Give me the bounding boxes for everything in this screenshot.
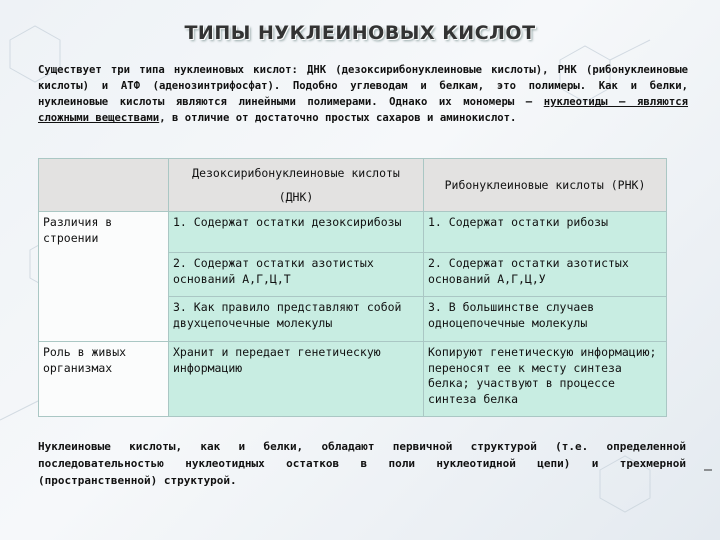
cell-rna-structure-2: 2. Содержат остатки азотистых оснований А,Г,Ц,У: [424, 253, 667, 297]
table-row: [39, 212, 667, 253]
cell-dna-structure-1: 1. Содержат остатки дезоксирибозы: [169, 212, 424, 253]
cell-dna-structure-2: 2. Содержат остатки азотистых оснований А,Г,Ц,Т: [169, 253, 424, 297]
cell-rna-role: Копируют генетическую информацию; переносят ее к месту синтеза белка; участвуют в процессе синтеза белка: [424, 342, 667, 417]
cell-dna-role: Хранит и передает генетическую информацию: [169, 342, 424, 417]
comparison-table: [38, 158, 667, 417]
cell-rna-structure-3: 3. В большинстве случаев одноцепочечные молекулы: [424, 297, 667, 342]
intro-text-start: Существует три типа нуклеиновых кислот: ДНК (дезоксирибонуклеиновые кислоты), РНК (рибонуклеиновые кислоты) и АТФ (аденозинтрифосфат). Подобно углеводам и белкам, это полимеры. Как и белки, нуклеиновые кислоты являются линейными полимерами. Однако их мономеры –: [38, 64, 688, 108]
page-title: ТИПЫ НУКЛЕИНОВЫХ КИСЛОТ: [184, 22, 536, 44]
row-label-structure: Различия в строении: [39, 212, 169, 342]
row-label-role: Роль в живых организмах: [39, 342, 169, 417]
cell-rna-structure-1: 1. Содержат остатки рибозы: [424, 212, 667, 253]
intro-highlight: нуклеотиды – являются сложными веществами: [38, 96, 689, 124]
table-corner-cell: [39, 159, 169, 212]
header-rna: Рибонуклеиновые кислоты (РНК): [424, 159, 667, 212]
intro-paragraph: [38, 62, 688, 126]
intro-text-end: , в отличие от достаточно простых сахаров и аминокислот.: [159, 112, 517, 124]
table-header-row: [39, 159, 667, 212]
table-row: [39, 342, 667, 417]
header-dna: Дезоксирибонуклеиновые кислоты (ДНК): [169, 159, 424, 212]
outro-paragraph: Нуклеиновые кислоты, как и белки, обладают первичной структурой (т.е. определенной последовательностью нуклеотидных остатков в поли нуклеотидной цепи) и трехмерной (пространственной) структурой.: [38, 440, 686, 487]
cell-dna-structure-3: 3. Как правило представляют собой двухцепочечные молекулы: [169, 297, 424, 342]
